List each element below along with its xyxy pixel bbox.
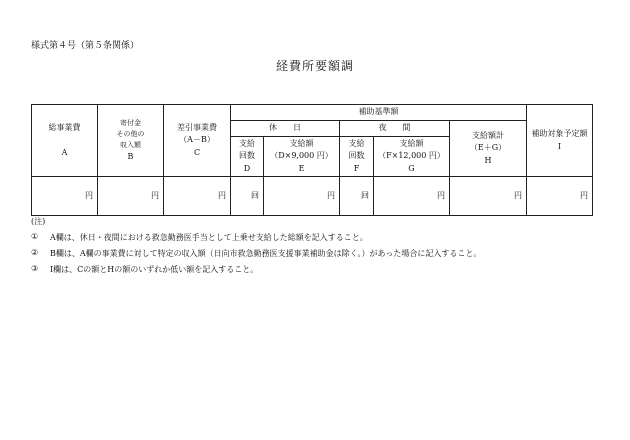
cell-f-night-count[interactable]: 回 [340, 177, 374, 216]
note-item [31, 232, 481, 243]
note-text: A欄は、休日・夜間における救急勤務医手当として上乗せ支給した総額を記入すること。 [50, 233, 368, 242]
table-row [32, 177, 593, 216]
note-item [31, 248, 481, 259]
header-planned-subsidy: 補助対象予定額 I [527, 105, 593, 177]
form-number: 様式第４号（第５条関係） [31, 41, 140, 51]
note-text: B欄は、A欄の事業費に対して特定の収入額（日向市救急勤務医支援事業補助金は除く。）があった場合に記入すること。 [50, 249, 482, 258]
header-night-count: 支給 回数 F [340, 137, 374, 177]
document-title: 経費所要額調 [275, 59, 354, 73]
header-net-cost: 差引事業費 （A－B） C [164, 105, 231, 177]
header-night-amount: 支給額 （F×12,000 円） G [374, 137, 450, 177]
note-item [31, 264, 481, 275]
header-holiday-count: 支給 回数 D [231, 137, 264, 177]
cell-h-payment-total[interactable]: 円 [450, 177, 527, 216]
note-number: ③ [31, 264, 39, 273]
note-number: ② [31, 248, 39, 257]
cell-e-holiday-amount[interactable]: 円 [264, 177, 340, 216]
notes-label: (注) [31, 217, 46, 226]
header-subsidy-standard: 補助基準額 [231, 105, 527, 121]
cell-i-planned-subsidy[interactable]: 円 [527, 177, 593, 216]
header-holiday-amount: 支給額 （D×9,000 円） E [264, 137, 340, 177]
cell-c-net-cost[interactable]: 円 [164, 177, 231, 216]
notes-section [31, 216, 481, 280]
header-other-income: 寄付金 その他の 収入額 B [98, 105, 164, 177]
cell-d-holiday-count[interactable]: 回 [231, 177, 264, 216]
header-night: 夜 間 [340, 121, 450, 137]
cell-b-other-income[interactable]: 円 [98, 177, 164, 216]
note-number: ① [31, 232, 39, 241]
note-text: I欄は、Cの額とHの額のいずれか低い額を記入すること。 [50, 265, 259, 274]
cell-g-night-amount[interactable]: 円 [374, 177, 450, 216]
header-holiday: 休 日 [231, 121, 340, 137]
cell-a-total-cost[interactable]: 円 [32, 177, 98, 216]
header-total-cost: 総事業費 A [32, 105, 98, 177]
expense-table [31, 104, 593, 216]
header-payment-total: 支給額計 （E＋G） H [450, 121, 527, 177]
